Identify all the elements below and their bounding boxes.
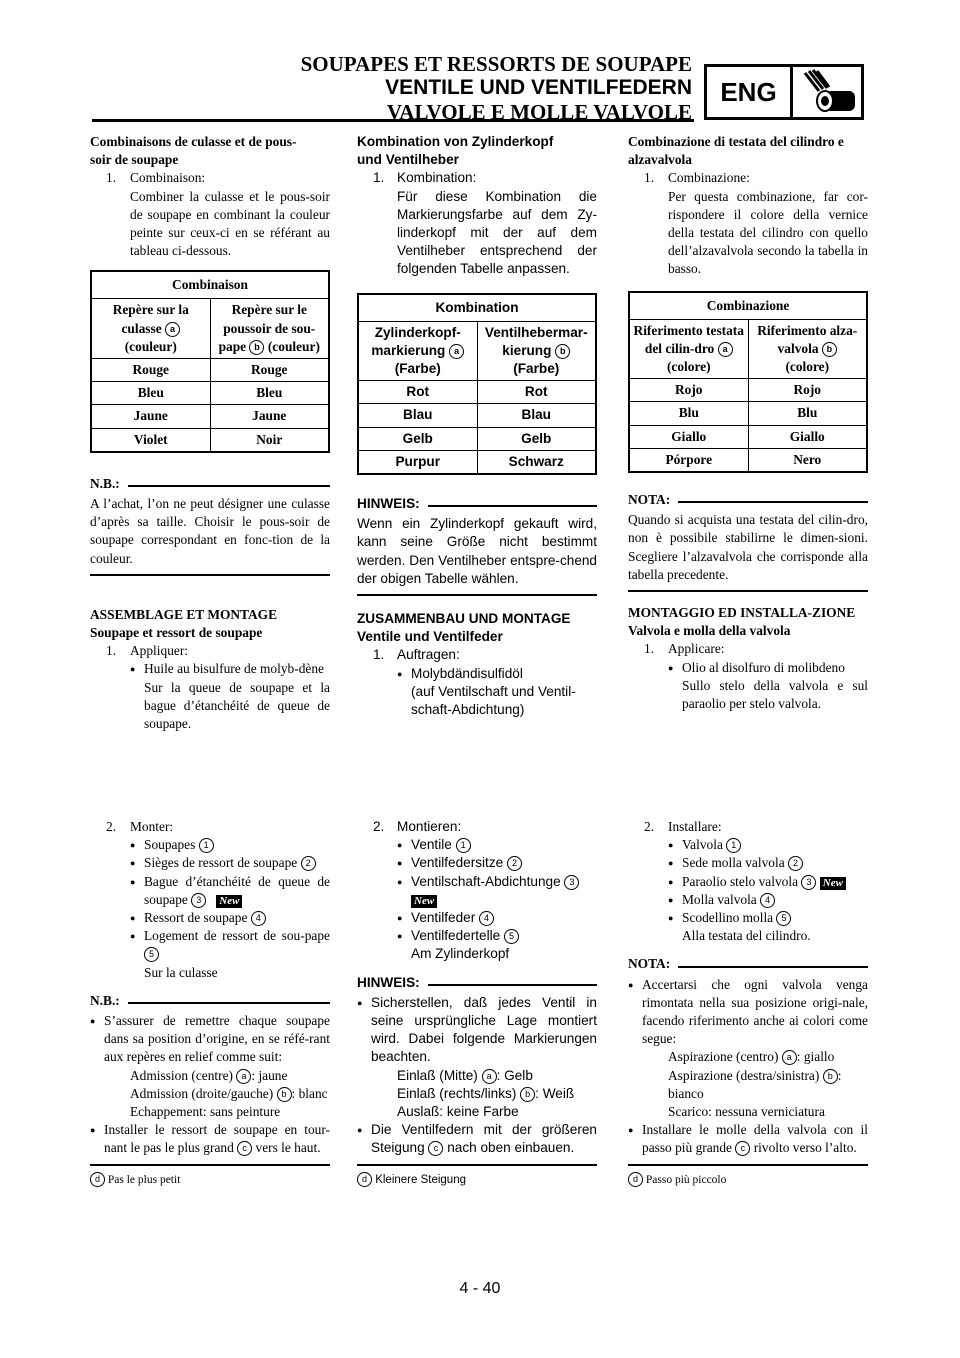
combination-table-de: Kombination Zylinderkopf-markierung a (Farbe) Ventilhebermar-kierung b (Farbe) Rot Rot Blau Blau Gelb Gelb Purpur Schwarz xyxy=(357,293,597,475)
column-it-lower: 2. Installare: ● Valvola 1 ● Sede molla valvola 2 ● Paraolio stelo valvola 3 New ● Molla valvola 4 ● Scodellino molla 5 Alla testata del cilindro. NOTA: ● Accertarsi che ogni valvola venga rimontata nella sua posizione origi-nale, facendo riferimento anche ai colori come segue: Aspirazione (centro) a : giallo Aspirazione (destra/sinistra) b : bianco Scarico: nessuna verniciatura ● Installare le molle della valvola con il passo più grande c rivolto verso l’alto. d Passo più piccolo xyxy=(628,818,868,1187)
column-de: Kombination von Zylinderkopf und Ventilheber 1. Kombination: Für diese Kombination die Markierungsfarbe auf dem Zy-linderkopf mit der auf dem Ventilheber entsprechend der folgenden Tabelle anpassen. Kombination Zylinderkopf-markierung a (Farbe) Ventilhebermar-kierung b (Farbe) Rot Rot Blau Blau Gelb Gelb Purpur Schwarz HINWEIS: Wenn ein Zylinderkopf gekauft wird, kann seine Größe nicht bestimmt werden. Den Ventilheber entspre-chend der obigen Tabelle wählen. ZUSAMMENBAU UND MONTAGE Ventile und Ventilfeder 1. Auftragen: ● Molybdändisulfidöl (auf Ventilschaft und Ventil-schaft-Abdichtung) xyxy=(357,133,597,719)
step1-text-fr: Combiner la culasse et le pous-soir de soupape en combinant la couleur peinte sur ceux-ci en se référant au tableau ci-dessous. xyxy=(130,188,330,259)
section-tag: ENG xyxy=(707,67,793,117)
title-fr: SOUPAPES ET RESSORTS DE SOUPAPE xyxy=(300,52,692,76)
page-header xyxy=(132,52,692,124)
title-it: VALVOLE E MOLLE VALVOLE xyxy=(386,100,692,124)
column-fr-lower: 2. Monter: ● Soupapes 1 ● Sièges de ressort de soupape 2 ● Bague d’étanchéité de queue de soupape 3 New ● Ressort de soupape 4 ● Logement de ressort de sou-pape 5 Sur la culasse N.B.: ● S’assurer de remettre chaque soupape dans sa position d’origine, en se réfé-rant aux repères en relief comme suit: Admission (centre) a : jaune Admission (droite/gauche) b : blanc Echappement: sans peinture ● Installer le ressort de soupape en tour-nant le pas le plus grand c vers le haut. d Pas le plus petit xyxy=(90,818,330,1187)
page-number: 4 - 40 xyxy=(459,1280,501,1297)
title-de: VENTILE UND VENTILFEDERN xyxy=(385,76,692,99)
combination-table-it: Combinazione Riferimento testata del cilin-dro a (colore) Riferimento alza-valvola b (colore) Rojo Rojo Blu Blu Giallo Giallo Pórpore Nero xyxy=(628,291,868,473)
new-part-tag: New xyxy=(216,895,242,908)
column-it: Combinazione di testata del cilindro e alzavalvola 1. Combinazione: Per questa combinazione, far cor-rispondere il colore della vernice della testata del cilindro con quello dell’alzavalvola secondo la tabella in basso. Combinazione Riferimento testata del cilin-dro a (colore) Riferimento alza-valvola b (colore) Rojo Rojo Blu Blu Giallo Giallo Pórpore Nero NOTA: Quando si acquista una testata del cilin-dro, non è possibile stabilirne le dimen-sioni. Scegliere l’alzavalvola che corrisponde alla tabella precedente. MONTAGGIO ED INSTALLA-ZIONE Valvola e molla della valvola 1. Applicare: ● Olio al disolfuro di molibdeno Sullo stelo della valvola e sul paraolio per stelo valvola. xyxy=(628,133,868,713)
section-badge xyxy=(704,64,864,120)
engine-valve-icon xyxy=(795,69,861,115)
heading-fr: Combinaisons de culasse et de pous- soir de soupape xyxy=(90,134,297,168)
nb-fr: N.B.: xyxy=(90,475,330,493)
combination-table-fr: Combinaison Repère sur la culasse a (couleur) Repère sur le poussoir de sou-pape b (couleur) Rouge Rouge Bleu Bleu Jaune Jaune Violet Noir xyxy=(90,270,330,452)
column-fr: Combinaisons de culasse et de pous- soir de soupape 1. Combinaison: Combiner la culasse et le pous-soir de soupape en combinant la couleur peinte sur ceux-ci en se référant au tableau ci-dessous. Combinaison Repère sur la culasse a (couleur) Repère sur le poussoir de sou-pape b (couleur) Rouge Rouge Bleu Bleu Jaune Jaune Violet Noir N.B.: A l’achat, l’on ne peut désigner une culasse d’après sa taille. Choisir le pous-soir de soupape correspondant en fonc-tion de la couleur. ASSEMBLAGE ET MONTAGE Soupape et ressort de soupape 1. Appliquer: ● Huile au bisulfure de molyb-dène Sur la queue de soupape et la bague d’étanchéité de queue de soupape. xyxy=(90,133,330,733)
header-rule xyxy=(92,119,694,122)
column-de-lower: 2. Montieren: ● Ventile 1 ● Ventilfedersitze 2 ● Ventilschaft-Abdichtunge 3 New ● Ventilfeder 4 ● Ventilfedertelle 5 Am Zylinderkopf HINWEIS: ● Sicherstellen, daß jedes Ventil in seine ursprüngliche Lage montiert wird. Dabei folgende Markierungen beachten. Einlaß (Mitte) a : Gelb Einlaß (rechts/links) b : Weiß Auslaß: keine Farbe ● Die Ventilfedern mit der größeren Steigung c nach oben einbauen. d Kleinere Steigung xyxy=(357,818,597,1187)
